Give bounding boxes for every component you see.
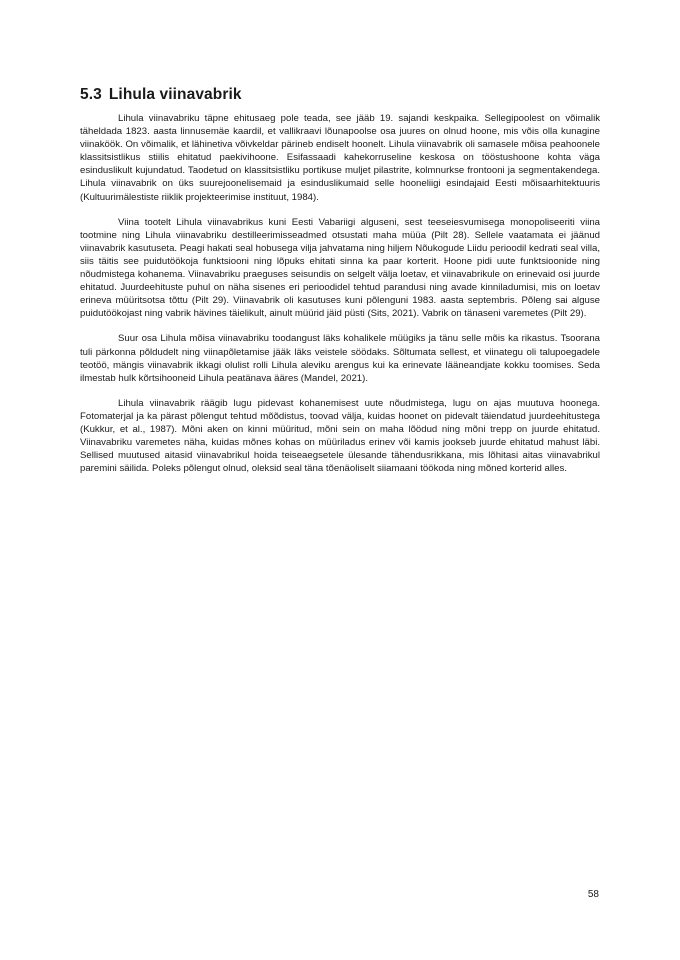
body-text xyxy=(80,112,600,487)
paragraph-2: Viina tootelt Lihula viinavabrikus kuni Eesti Vabariigi alguseni, sest teeseiesvumisega monopoliseeriti viina tootmine ning Lihula viinavabriku destilleerimisseadmed otsustati maha müüa (Pilt 28). Sellele vaatamata ei jäänud viinavabrik kasutuseta. Peagi hakati seal hobusega vilja jahvatama ning hiljem Nõukogude Liidu perioodil kedrati seal villa, siis täitis see puidutöökoja funktsiooni ning lõpuks ehitati sinna ka paar korterit. Hoone pidi uute funktsioonide ning nõudmistega kohanema. Viinavabriku praeguses seisundis on selgelt välja loetav, et viinavabrikule on erinevaid osi juurde ehitatud. Juurdeehituste puhul on näha sisenes eri perioodidel tehtud parandusi ning avade kinniladumisi, mis on loetav erineva müüritsotsa tõttu (Pilt 29). Viinavabrik oli kasutuses kuni põlenguni 1983. aasta septembris. Põleng sai alguse puidutöökojast ning vabrik hävines täielikult, ainult müürid jäid püsti (Sits, 2021). Vabrik on tänaseni varemetes (Pilt 29). xyxy=(80,216,600,320)
section-heading xyxy=(80,86,600,104)
section-title: Lihula viinavabrik xyxy=(108,86,242,103)
page-number: 58 xyxy=(587,889,599,900)
paragraph-4: Lihula viinavabrik räägib lugu pidevast kohanemisest uute nõudmistega, lugu on ajas muutuva hoonega. Fotomaterjal ja ka pärast põlengut tehtud mõõdistus, toovad välja, kuidas hoonet on pidevalt täiendatud juurdeehitustega (Kukkur, et al., 1987). Mõni aken on kinni müüritud, mõni sein on maha lõödud ning mõni trepp on juurde ehitatud. Viinavabriku varemetes näha, kuidas mõnes kohas on müüriladus erinev või kamis jookseb juurde ehitatud mahust läbi. Sellised muutused aitasid viinavabrikul hoida teiseaegsetele ülesande tähendusrikkana, mis lõhitasi aitas viinavabrikul paremini säilida. Poleks põlengut olnud, oleksid seal täna tõenäoliselt siiamaani töökoda ning mõned korterid alles. xyxy=(80,397,600,475)
paragraph-3: Suur osa Lihula mõisa viinavabriku toodangust läks kohalikele müügiks ja tänu selle mõis ka rikastus. Tsoorana tuli pärkonna põldudelt ning viinapõletamise jääk läks veistele söödaks. Sõltumata sellest, et viinategu oli talupoegadele teotöö, mängis viinavabrik ikkagi olulist rolli Lihula aleviku arengus kui ka erinevate lääneandjate kokku toomises. Seda ilmestab hulk kõrtsihooneid Lihula peatänava ääres (Mandel, 2021). xyxy=(80,333,600,384)
section-number: 5.3 xyxy=(80,86,102,103)
paragraph-1: Lihula viinavabriku täpne ehitusaeg pole teada, see jääb 19. sajandi keskpaika. Sellegipoolest on võimalik täheldada 1823. aasta linnusemäe kaardil, et vallikraavi lõunapoolse osa juures on olnud hoone, mis võis olla kunagine viinaköök. On võimalik, et lähinetiva võivkeldar pärineb endiselt hoonelt. Lihula viinavabrik oli samasele mõisa peahoonele klassitsistlikus stiilis ehitatud paekivihoone. Esifassaadi kahekorruseline keskosa on tööstushoone kohta väga esinduslikult kujundatud. Taodetud on klassitsistliku portikuse muljet pilastrite, kolmnurkse frontooni ja segmentakendega. Lihula viinavabrik on üks suurejoonelisemaid ja esinduslikumaid selle hooneliigi esindajaid Eesti mõisaarhitektuuris (Kultuurimälestiste riiklik projekteerimise instituut, 1984). xyxy=(80,113,600,203)
